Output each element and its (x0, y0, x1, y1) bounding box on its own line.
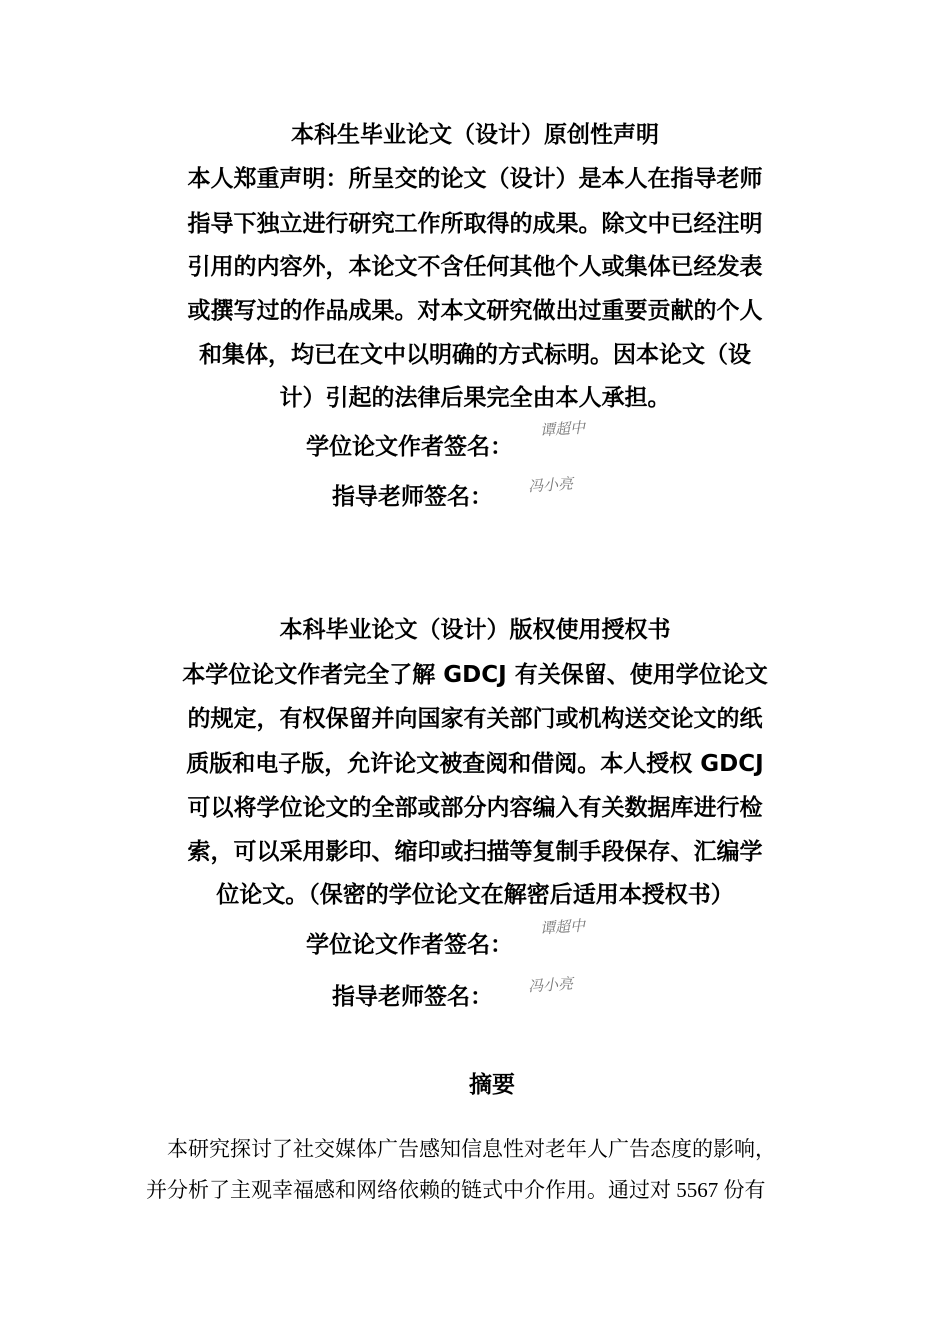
author-signature: 谭超中 (539, 418, 586, 440)
declaration-line: 引用的内容外，本论文不含任何其他个人或集体已经发表 (187, 254, 763, 280)
author-signature: 谭超中 (539, 916, 586, 938)
advisor-sign-label: 指导老师签名： (332, 484, 493, 510)
abstract-line: 本研究探讨了社交媒体广告感知信息性对老年人广告态度的影响， (146, 1137, 776, 1161)
abstract-line: 并分析了主观幸福感和网络依赖的链式中介作用。通过对 5567 份有 (146, 1178, 766, 1202)
authorization-title: 本科毕业论文（设计）版权使用授权书 (279, 617, 671, 643)
declaration-title: 本科生毕业论文（设计）原创性声明 (291, 122, 659, 148)
abstract-title: 摘要 (469, 1072, 515, 1098)
declaration-line: 和集体，均已在文中以明确的方式标明。因本论文（设 (199, 342, 751, 368)
authorization-line: 索，可以采用影印、缩印或扫描等复制手段保存、汇编学 (187, 839, 763, 865)
authorization-line: 的规定，有权保留并向国家有关部门或机构送交论文的纸 (187, 706, 763, 732)
authorization-line: 可以将学位论文的全部或部分内容编入有关数据库进行检 (187, 795, 763, 821)
authorization-line: 质版和电子版，允许论文被查阅和借阅。本人授权 GDCJ (186, 751, 764, 777)
declaration-line: 本人郑重声明：所呈交的论文（设计）是本人在指导老师 (187, 166, 763, 192)
advisor-signature: 冯小亮 (527, 474, 574, 496)
authorization-line: 本学位论文作者完全了解 GDCJ 有关保留、使用学位论文 (182, 662, 768, 688)
advisor-sign-label: 指导老师签名： (332, 984, 493, 1010)
author-sign-label: 学位论文作者签名： (306, 434, 513, 460)
declaration-line: 计）引起的法律后果完全由本人承担。 (279, 385, 671, 411)
authorization-line: 位论文。（保密的学位论文在解密后适用本授权书） (216, 882, 734, 908)
author-sign-label: 学位论文作者签名： (306, 932, 513, 958)
declaration-line: 指导下独立进行研究工作所取得的成果。除文中已经注明 (187, 211, 763, 237)
declaration-line: 或撰写过的作品成果。对本文研究做出过重要贡献的个人 (187, 298, 763, 324)
advisor-signature: 冯小亮 (527, 974, 574, 996)
